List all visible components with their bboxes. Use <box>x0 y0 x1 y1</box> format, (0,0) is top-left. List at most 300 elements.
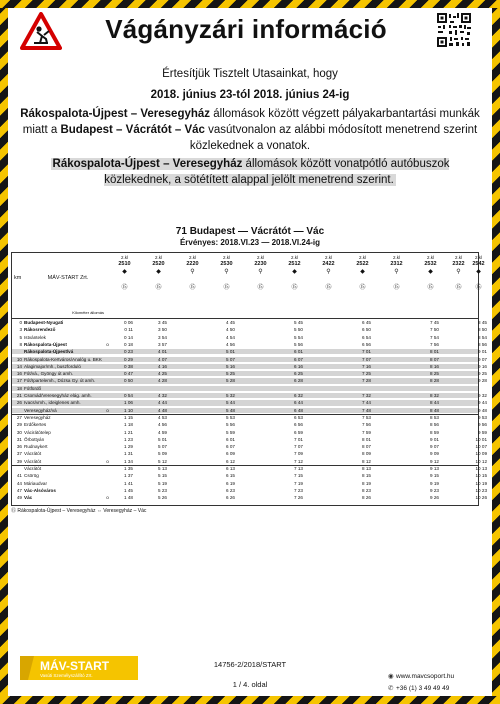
row-time: 0 50 <box>124 378 133 384</box>
row-time: 1 06 <box>124 400 133 406</box>
row-time: 1 34 <box>124 458 133 464</box>
train-flag: ◆ <box>428 269 433 275</box>
row-time: 4 48 <box>158 407 167 413</box>
row-time: 6 25 <box>294 371 303 377</box>
notice-section: Rákospalota-Újpest – Veresegyház <box>20 108 211 120</box>
notice-line: Budapest – Vácrátót – Vác <box>60 124 205 136</box>
train-num: 2230 <box>254 261 267 267</box>
row-time: 8 56 <box>478 341 487 347</box>
row-km: 27 <box>16 414 22 420</box>
row-time: 8 23 <box>362 487 371 493</box>
timetable-row <box>12 495 487 501</box>
row-time: 1 31 <box>124 451 133 457</box>
row-station: Fótfürdő <box>24 385 42 391</box>
website-line[interactable] <box>388 672 454 680</box>
row-arrival-marker: o <box>106 458 109 464</box>
row-km: 21 <box>16 393 22 398</box>
train-column-header <box>320 255 337 291</box>
row-time: 9 12 <box>430 458 439 464</box>
page-number: 1 / 4. oldal <box>232 680 268 689</box>
row-station: Vác <box>24 495 33 501</box>
row-time: 7 56 <box>430 341 439 347</box>
timetable-row <box>12 320 487 325</box>
row-km: 8 <box>19 341 22 347</box>
row-time: 9 09 <box>430 451 439 457</box>
train-num: 2542 <box>472 261 485 267</box>
train-cls: 2.kl <box>324 255 332 260</box>
row-station: Alagimajor/mh., buszforduló <box>24 363 81 369</box>
row-station: Erdőkertes <box>24 422 47 428</box>
row-time: 6 56 <box>362 341 371 347</box>
notice-text <box>20 66 480 188</box>
hazard-stripe-bottom <box>0 696 500 704</box>
row-time: 10 12 <box>475 458 487 464</box>
row-time: 9 23 <box>430 487 439 493</box>
timetable-row <box>12 378 487 384</box>
row-arrival-marker: o <box>106 495 109 501</box>
train-flag: ⚲ <box>456 269 461 275</box>
row-time: 1 41 <box>124 480 133 486</box>
timetable-line-title: 71 Budapest — Vácrátót — Vác <box>175 226 325 237</box>
row-time: 4 28 <box>158 378 167 384</box>
replace-section: Rákospalota-Újpest – Veresegyház <box>52 158 243 170</box>
row-time: 7 19 <box>294 480 303 486</box>
row-time: 7 50 <box>430 327 439 333</box>
row-time: 7 48 <box>362 407 371 413</box>
phone-line[interactable] <box>388 684 449 692</box>
row-km: 36 <box>16 444 22 450</box>
row-time: 9 07 <box>478 356 487 362</box>
train-column-header <box>218 255 235 291</box>
train-num: 2532 <box>424 261 437 267</box>
replacement-paragraph <box>20 156 480 188</box>
row-station: Csörög <box>24 473 39 479</box>
row-time: 4 53 <box>158 414 167 420</box>
row-km: 5 <box>19 334 22 340</box>
timetable <box>11 252 487 506</box>
row-time: 1 48 <box>124 495 133 501</box>
row-time: 8 16 <box>430 363 439 369</box>
row-time: 7 59 <box>362 429 371 435</box>
row-time: 8 07 <box>430 356 439 362</box>
row-time: 1 15 <box>124 414 133 420</box>
train-column-header <box>184 255 201 291</box>
row-station: Ivacs/vmh., ideiglenes amh. <box>24 400 81 406</box>
row-time: 9 32 <box>478 393 487 398</box>
row-time: 1 37 <box>124 473 133 479</box>
row-time: 9 15 <box>430 473 439 479</box>
svg-text:MÁV-START: MÁV-START <box>40 659 110 673</box>
row-time: 5 01 <box>226 349 235 355</box>
row-time: 3 57 <box>158 341 167 347</box>
row-time: 5 26 <box>158 495 167 501</box>
row-time: 4 25 <box>158 371 167 377</box>
train-column-header <box>252 255 269 291</box>
timetable-row <box>12 480 487 486</box>
row-time: 7 12 <box>294 458 303 464</box>
row-time: 5 48 <box>226 407 235 413</box>
row-time: 6 12 <box>226 458 235 464</box>
row-time: 9 26 <box>430 495 439 501</box>
row-station: Máriaudvar <box>24 480 47 486</box>
row-time: 6 54 <box>362 334 371 340</box>
train-num: 2220 <box>186 261 199 267</box>
km-label: Kilométer állomás <box>72 310 104 315</box>
timetable-row <box>12 393 487 398</box>
row-station: Rákospalota-Újpest/vá <box>24 349 74 355</box>
row-time: 9 53 <box>478 414 487 420</box>
row-arrival-marker: o <box>106 407 109 413</box>
timetable-row <box>12 341 487 347</box>
row-time: 7 09 <box>294 451 303 457</box>
row-time: 10 26 <box>475 495 487 501</box>
roadwork-warning-icon <box>20 12 62 50</box>
timetable-row <box>12 429 487 435</box>
notice-text-1: állomások között végzett pályakarbantartási munkák miatt a <box>22 108 480 136</box>
row-time: 3 50 <box>158 327 167 333</box>
timetable-row <box>12 487 487 493</box>
train-flag: ◆ <box>122 269 127 275</box>
row-time: 10 23 <box>475 487 487 493</box>
phone-text[interactable]: +36 (1) 3 49 49 49 <box>396 685 450 692</box>
row-station: Rákosrendező <box>24 327 56 333</box>
train-flag: ◆ <box>156 269 161 275</box>
row-time: 4 56 <box>226 341 235 347</box>
row-time: 9 56 <box>478 422 487 428</box>
timetable-row <box>12 407 487 413</box>
row-time: 0 38 <box>124 363 133 369</box>
row-km: 0 <box>19 320 22 325</box>
row-time: 9 19 <box>430 480 439 486</box>
row-time: 6 01 <box>294 349 303 355</box>
row-km: 30 <box>16 429 22 435</box>
timetable-row <box>12 371 487 377</box>
notice-paragraph <box>20 106 480 154</box>
row-time: 1 18 <box>124 422 133 428</box>
website-text[interactable]: www.mavcsoport.hu <box>396 673 455 680</box>
row-time: 4 07 <box>158 356 167 362</box>
row-station: Őrbottyán <box>24 436 45 442</box>
row-time: 6 28 <box>294 378 303 384</box>
row-km: 10 <box>16 356 22 362</box>
row-time: 7 56 <box>362 422 371 428</box>
row-arrival-marker: o <box>106 341 109 347</box>
notice-text-2: vasútvonalon az alábbi módosított menetrend szerint közlekednek a vonatok. <box>189 124 478 152</box>
operator-name: MÁV-START Zrt. <box>47 275 89 281</box>
row-time: 7 01 <box>362 349 371 355</box>
row-station: Istvántelek <box>24 334 46 340</box>
row-km: 17 <box>16 378 22 384</box>
row-time: 8 54 <box>478 334 487 340</box>
train-note: ⑮ <box>359 285 366 291</box>
train-num: 2312 <box>390 261 403 267</box>
row-time: 5 32 <box>226 393 235 398</box>
row-time: 6 26 <box>226 495 235 501</box>
row-time: 6 45 <box>362 320 371 325</box>
timetable-row <box>12 334 487 340</box>
qr-code-icon[interactable] <box>436 12 472 48</box>
train-column-header <box>116 255 133 291</box>
row-time: 8 07 <box>362 444 371 450</box>
train-column-header <box>470 255 487 291</box>
train-column-header <box>422 255 439 291</box>
row-time: 5 59 <box>226 429 235 435</box>
train-num: 2322 <box>452 261 465 267</box>
row-km: 14 <box>16 363 22 369</box>
row-time: 7 13 <box>294 466 303 471</box>
row-time: 6 16 <box>294 363 303 369</box>
timetable-legend: ⑮ Rákospalota-Újpest – Veresegyház ⇔ Veresegyház – Vác <box>11 508 147 514</box>
row-time: 5 44 <box>226 400 235 406</box>
train-note: ⑮ <box>121 285 128 291</box>
row-time: 5 50 <box>294 327 303 333</box>
greeting: Értesítjük Tisztelt Utasainkat, hogy <box>162 68 338 80</box>
row-km: 31 <box>16 436 22 442</box>
row-time: 7 26 <box>294 495 303 501</box>
row-time: 9 16 <box>478 363 487 369</box>
row-time: 6 59 <box>294 429 303 435</box>
row-time: 5 54 <box>294 334 303 340</box>
row-time: 9 13 <box>430 466 439 471</box>
row-time: 10 13 <box>475 466 487 471</box>
mav-start-logo <box>20 654 138 682</box>
row-time: 5 25 <box>226 371 235 377</box>
row-time: 5 12 <box>158 458 167 464</box>
row-time: 8 32 <box>430 393 439 398</box>
row-time: 5 01 <box>158 436 167 442</box>
train-column-header <box>388 255 405 291</box>
row-km: 26 <box>16 400 22 406</box>
row-time: 7 54 <box>430 334 439 340</box>
train-flag: ⚲ <box>394 269 399 275</box>
row-time: 1 21 <box>124 429 133 435</box>
row-time: 4 01 <box>158 349 167 355</box>
row-time: 5 07 <box>158 444 167 450</box>
row-time: 8 50 <box>478 327 487 333</box>
row-time: 5 56 <box>226 422 235 428</box>
row-station: Veresegyház <box>24 414 51 420</box>
row-station: Csomád/Veresegyház elág. amh. <box>24 393 92 398</box>
row-time: 0 54 <box>124 393 133 398</box>
train-num: 2522 <box>356 261 369 267</box>
row-time: 1 45 <box>124 487 133 493</box>
train-num: 2510 <box>118 261 131 267</box>
row-time: 5 28 <box>226 378 235 384</box>
timetable-row <box>12 363 487 369</box>
row-time: 8 25 <box>430 371 439 377</box>
date-range: 2018. június 23-tól 2018. június 24-ig <box>150 89 350 101</box>
row-time: 6 56 <box>294 422 303 428</box>
row-time: 9 07 <box>430 444 439 450</box>
row-station: Vác-Alsóváros <box>24 487 56 493</box>
row-time: 6 32 <box>294 393 303 398</box>
train-note: ⑮ <box>155 285 162 291</box>
row-time: 9 01 <box>430 436 439 442</box>
train-note: ⑮ <box>291 285 298 291</box>
row-station: Rudnaykert <box>24 444 48 450</box>
row-time: 6 13 <box>226 466 235 471</box>
row-time: 6 53 <box>294 414 303 420</box>
train-note: ⑮ <box>475 285 482 291</box>
row-station: Fót/Ipartelemh., Dózsa Gy. út amh. <box>24 378 96 384</box>
row-time: 0 23 <box>124 349 133 355</box>
row-time: 0 18 <box>124 341 133 347</box>
row-km: 49 <box>16 495 22 501</box>
row-km: 16 <box>16 371 22 377</box>
row-km: 18 <box>16 385 22 391</box>
row-station: Vácrátót <box>24 466 42 471</box>
row-time: 7 25 <box>362 371 371 377</box>
km-header: km <box>14 275 22 281</box>
row-time: 8 13 <box>362 466 371 471</box>
row-time: 6 09 <box>226 451 235 457</box>
row-time: 5 45 <box>294 320 303 325</box>
row-time: 7 28 <box>362 378 371 384</box>
row-time: 6 07 <box>226 444 235 450</box>
row-station: Fót/vá., Gyöngy út amh. <box>24 371 74 377</box>
train-num: 2520 <box>152 261 165 267</box>
row-time: 3 45 <box>158 320 167 325</box>
train-column-header <box>286 255 303 291</box>
train-cls: 2.kl <box>474 255 482 260</box>
row-time: 6 23 <box>226 487 235 493</box>
row-time: 9 48 <box>478 407 487 413</box>
row-time: 4 16 <box>158 363 167 369</box>
row-time: 6 48 <box>294 407 303 413</box>
train-column-header <box>354 255 371 291</box>
timetable-row <box>12 414 487 420</box>
row-time: 0 14 <box>124 334 133 340</box>
row-time: 8 12 <box>362 458 371 464</box>
row-time: 7 23 <box>294 487 303 493</box>
row-station: Rákospalota-Kertváros/Analóg u. BKK <box>24 356 102 362</box>
row-time: 4 44 <box>158 400 167 406</box>
timetable-row <box>12 436 487 442</box>
train-cls: 2.kl <box>358 255 366 260</box>
row-time: 4 56 <box>158 422 167 428</box>
row-time: 8 45 <box>478 320 487 325</box>
train-num: 2512 <box>288 261 301 267</box>
row-time: 10 09 <box>475 451 487 457</box>
row-time: 6 07 <box>294 356 303 362</box>
row-km: 39 <box>16 458 22 464</box>
row-time: 8 15 <box>362 473 371 479</box>
row-time: 8 44 <box>430 400 439 406</box>
train-flag: ⚲ <box>258 269 263 275</box>
row-time: 4 59 <box>158 429 167 435</box>
train-note: ⑮ <box>257 285 264 291</box>
row-time: 4 45 <box>226 320 235 325</box>
train-cls: 2.kl <box>290 255 298 260</box>
row-time: 8 26 <box>362 495 371 501</box>
train-note: ⑮ <box>325 285 332 291</box>
row-time: 5 19 <box>158 480 167 486</box>
row-km: 37 <box>16 451 22 457</box>
row-time: 0 47 <box>124 371 133 377</box>
row-time: 7 15 <box>294 473 303 479</box>
train-cls: 2.kl <box>256 255 264 260</box>
row-time: 7 32 <box>362 393 371 398</box>
row-time: 5 13 <box>158 466 167 471</box>
timetable-row <box>12 451 487 457</box>
row-station: Vácirátótelep <box>24 429 51 435</box>
row-time: 6 15 <box>226 473 235 479</box>
train-column-header <box>150 255 167 291</box>
hazard-stripe-top <box>0 0 500 8</box>
row-km: 47 <box>16 487 22 493</box>
train-cls: 2.kl <box>154 255 162 260</box>
row-time: 10 15 <box>475 473 487 479</box>
train-column-header <box>450 255 467 291</box>
row-time: 8 56 <box>430 422 439 428</box>
row-time: 7 53 <box>362 414 371 420</box>
hazard-stripe-left <box>0 8 8 696</box>
row-time: 9 44 <box>478 400 487 406</box>
row-km: 3 <box>19 327 22 333</box>
train-cls: 2.kl <box>392 255 400 260</box>
timetable-row <box>12 473 487 479</box>
svg-text:Vasúti Személyszállító Zrt.: Vasúti Személyszállító Zrt. <box>40 673 93 678</box>
train-flag: ⚲ <box>190 269 195 275</box>
train-flag: ◆ <box>292 269 297 275</box>
train-cls: 2.kl <box>222 255 230 260</box>
row-time: 9 01 <box>478 349 487 355</box>
row-time: 0 11 <box>124 327 133 333</box>
train-note: ⑮ <box>223 285 230 291</box>
row-time: 10 19 <box>475 480 487 486</box>
train-flag: ◆ <box>476 269 481 275</box>
train-cls: 2.kl <box>120 255 128 260</box>
row-time: 9 28 <box>478 378 487 384</box>
row-time: 9 59 <box>478 429 487 435</box>
row-time: 5 56 <box>294 341 303 347</box>
row-time: 7 07 <box>294 444 303 450</box>
row-time: 8 59 <box>430 429 439 435</box>
row-km: 44 <box>16 480 22 486</box>
train-cls: 2.kl <box>426 255 434 260</box>
row-time: 9 25 <box>478 371 487 377</box>
timetable-row <box>12 327 487 333</box>
timetable-header <box>12 253 485 319</box>
row-time: 8 28 <box>430 378 439 384</box>
row-time: 6 44 <box>294 400 303 406</box>
train-num: 2422 <box>322 261 335 267</box>
train-flag: ⚲ <box>224 269 229 275</box>
row-time: 8 19 <box>362 480 371 486</box>
row-time: 5 07 <box>226 356 235 362</box>
timetable-row <box>12 386 478 391</box>
hazard-stripe-right <box>492 8 500 696</box>
row-time: 8 53 <box>430 414 439 420</box>
timetable-row <box>12 356 487 362</box>
phone-icon: ✆ <box>388 685 394 692</box>
train-note: ⑮ <box>455 285 462 291</box>
row-station: Budapest-Nyugati <box>24 320 64 325</box>
row-station: Vácrátót <box>24 451 42 457</box>
row-time: 7 16 <box>362 363 371 369</box>
row-time: 6 01 <box>226 436 235 442</box>
timetable-row <box>12 458 487 464</box>
train-note: ⑮ <box>427 285 434 291</box>
row-time: 4 50 <box>226 327 235 333</box>
row-time: 8 48 <box>430 407 439 413</box>
row-km: 41 <box>16 473 22 479</box>
row-time: 5 09 <box>158 451 167 457</box>
row-time: 5 15 <box>158 473 167 479</box>
row-time: 5 53 <box>226 414 235 420</box>
row-time: 8 01 <box>362 436 371 442</box>
train-cls: 2.kl <box>454 255 462 260</box>
